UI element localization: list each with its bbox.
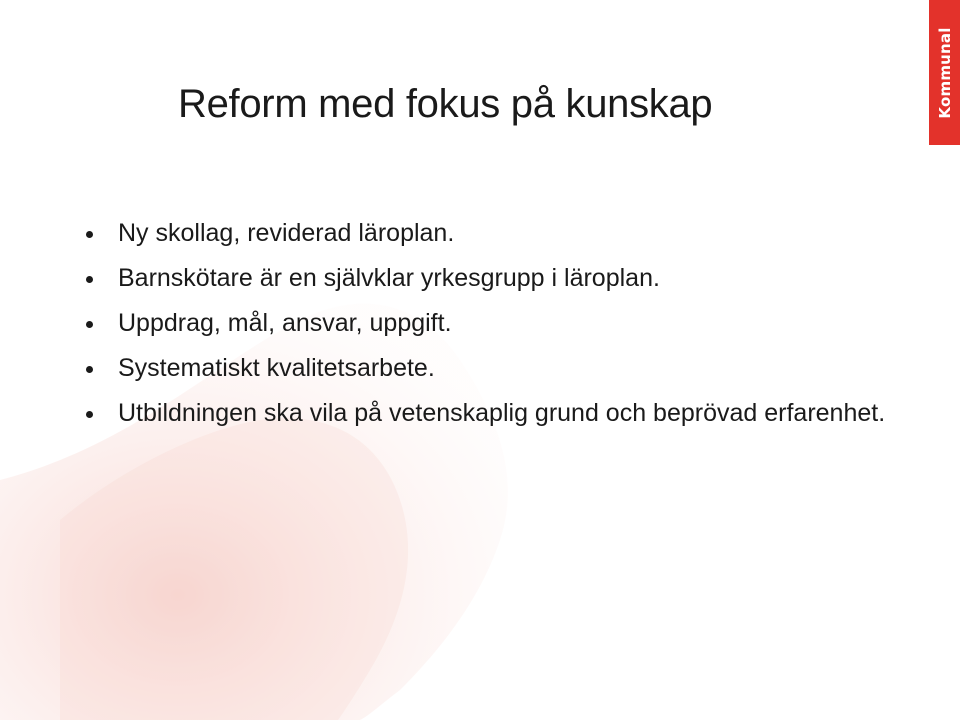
bullet-icon	[86, 321, 93, 328]
bullet-icon	[86, 411, 93, 418]
bullet-text: Barnskötare är en självklar yrkesgrupp i läroplan.	[118, 264, 660, 292]
bullet-text: Ny skollag, reviderad läroplan.	[118, 219, 455, 247]
kommunal-logo	[929, 0, 960, 145]
list-item	[84, 353, 894, 384]
logo-text: Kommunal	[935, 26, 954, 119]
bullet-text: Uppdrag, mål, ansvar, uppgift.	[118, 309, 452, 337]
bullet-text: Utbildningen ska vila på vetenskaplig grund och beprövad erfarenhet.	[118, 399, 886, 427]
list-item	[84, 218, 894, 249]
bullet-text: Systematiskt kvalitetsarbete.	[118, 354, 435, 382]
list-item	[84, 308, 894, 339]
list-item	[84, 263, 894, 294]
bullet-icon	[86, 231, 93, 238]
bullet-icon	[86, 276, 93, 283]
bullet-list	[84, 218, 894, 443]
page-title: Reform med fokus på kunskap	[178, 82, 713, 126]
list-item	[84, 398, 894, 429]
bullet-icon	[86, 366, 93, 373]
